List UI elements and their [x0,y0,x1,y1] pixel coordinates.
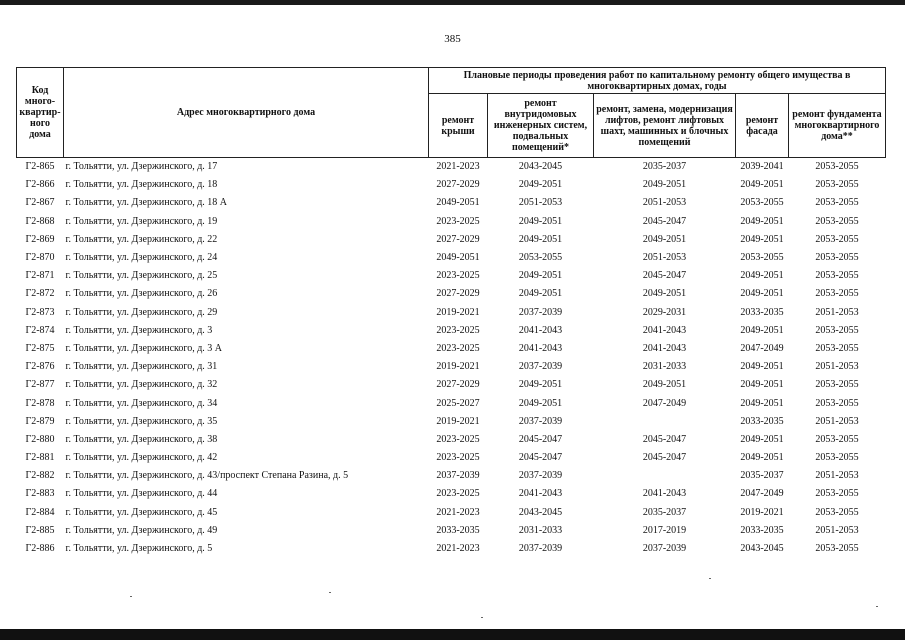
table-row [17,540,886,558]
table-row [17,249,886,267]
cell-facade-period: 2033-2035 [740,415,784,427]
cell-address: г. Тольятти, ул. Дзержинского, д. 3 [65,324,213,336]
table-row [17,158,886,177]
cell-facade-period: 2047-2049 [740,342,784,354]
scan-bottom-border [0,629,905,640]
cell-roof-period: 2033-2035 [436,524,480,536]
cell-roof-period: 2027-2029 [436,233,480,245]
cell-facade-period: 2043-2045 [740,543,784,555]
table-row [17,376,886,394]
cell-foundation-period: 2053-2055 [815,506,859,518]
cell-address: г. Тольятти, ул. Дзержинского, д. 3 А [65,342,223,354]
cell-address: г. Тольятти, ул. Дзержинского, д. 34 [65,397,218,409]
cell-lifts-period: 2049-2051 [642,379,687,391]
cell-facade-period: 2033-2035 [740,524,784,536]
cell-facade-period: 2049-2051 [740,452,784,464]
cell-building-code: Г2-879 [25,415,55,427]
table-body [17,158,886,559]
cell-building-code: Г2-877 [25,379,55,391]
cell-internal-systems-period: 2049-2051 [518,270,563,282]
cell-lifts-period: 2045-2047 [642,270,687,282]
cell-lifts-period: 2041-2043 [642,488,687,500]
cell-lifts-period: 2035-2037 [594,158,736,177]
cell-facade-period: 2019-2021 [740,506,784,518]
scan-speck [709,578,711,579]
cell-roof-period: 2021-2023 [436,506,480,518]
cell-address: г. Тольятти, ул. Дзержинского, д. 26 [65,288,218,300]
table-row [17,394,886,412]
cell-lifts-period: 2017-2019 [642,524,687,536]
cell-foundation-period: 2051-2053 [815,415,859,427]
cell-facade-period: 2049-2051 [740,324,784,336]
cell-lifts-period [594,467,736,485]
cell-roof-period: 2037-2039 [436,470,480,482]
cell-address: г. Тольятти, ул. Дзержинского, д. 42 [65,452,218,464]
cell-address: г. Тольятти, ул. Дзержинского, д. 25 [65,270,218,282]
cell-internal-systems-period: 2037-2039 [518,306,563,318]
cell-roof-period: 2023-2025 [436,270,480,282]
cell-roof-period: 2019-2021 [436,306,480,318]
page-number: 385 [444,33,461,45]
cell-internal-systems-period: 2049-2051 [518,179,563,191]
table-row [17,413,886,431]
cell-foundation-period: 2053-2055 [815,215,859,227]
cell-lifts-period: 2037-2039 [642,543,687,555]
table-row [17,522,886,540]
cell-address: г. Тольятти, ул. Дзержинского, д. 31 [65,361,218,373]
cell-building-code: Г2-885 [25,524,55,536]
cell-internal-systems-period: 2049-2051 [518,233,563,245]
cell-roof-period: 2021-2023 [436,543,480,555]
cell-building-code: Г2-874 [25,324,55,336]
cell-internal-systems-period: 2037-2039 [518,361,563,373]
cell-building-code: Г2-871 [25,270,55,282]
cell-foundation-period: 2051-2053 [815,470,859,482]
cell-foundation-period: 2053-2055 [815,433,859,445]
cell-foundation-period: 2053-2055 [815,342,859,354]
cell-roof-period: 2019-2021 [436,415,480,427]
cell-facade-period: 2053-2055 [740,252,784,264]
cell-address: г. Тольятти, ул. Дзержинского, д. 22 [65,233,218,245]
cell-building-code: Г2-881 [25,452,55,464]
cell-internal-systems-period: 2041-2043 [518,488,563,500]
scan-speck [329,592,331,593]
cell-facade-period: 2039-2041 [736,158,789,177]
cell-building-code: Г2-869 [25,233,55,245]
header-address: Адрес многоквартирного дома [64,68,429,158]
cell-internal-systems-period: 2053-2055 [518,252,563,264]
cell-lifts-period: 2049-2051 [642,233,687,245]
cell-lifts-period: 2029-2031 [642,306,687,318]
cell-roof-period: 2049-2051 [436,252,480,264]
cell-foundation-period: 2053-2055 [815,397,859,409]
cell-foundation-period: 2053-2055 [815,288,859,300]
cell-facade-period: 2049-2051 [740,215,784,227]
cell-roof-period: 2023-2025 [436,488,480,500]
cell-roof-period: 2023-2025 [436,324,480,336]
cell-address: г. Тольятти, ул. Дзержинского, д. 24 [65,252,218,264]
header-planned-periods: Плановые периоды проведения работ по капитальному ремонту общего имущества в многоквартирных домах, годы [429,68,886,94]
cell-facade-period: 2049-2051 [740,397,784,409]
cell-lifts-period [594,413,736,431]
cell-address: г. Тольятти, ул. Дзержинского, д. 17 [64,158,429,177]
cell-foundation-period: 2051-2053 [815,306,859,318]
cell-internal-systems-period: 2031-2033 [518,524,563,536]
header-building-code: Код много-квартир-ного дома [17,68,64,158]
cell-building-code: Г2-870 [25,252,55,264]
scan-top-border [0,0,905,5]
cell-address: г. Тольятти, ул. Дзержинского, д. 18 [65,179,218,191]
cell-roof-period: 2023-2025 [436,452,480,464]
header-lift-repair: ремонт, замена, модернизация лифтов, ремонт лифтовых шахт, машинных и блочных помещений [594,94,736,158]
cell-foundation-period: 2053-2055 [815,270,859,282]
cell-roof-period: 2027-2029 [436,288,480,300]
table-row [17,431,886,449]
table-row [17,267,886,285]
cell-roof-period: 2021-2023 [429,158,488,177]
cell-building-code: Г2-883 [25,488,55,500]
cell-lifts-period: 2049-2051 [642,288,687,300]
cell-building-code: Г2-866 [25,179,55,191]
cell-foundation-period: 2053-2055 [815,179,859,191]
cell-address: г. Тольятти, ул. Дзержинского, д. 35 [65,415,218,427]
table-row [17,358,886,376]
cell-internal-systems-period: 2049-2051 [518,397,563,409]
cell-internal-systems-period: 2037-2039 [518,543,563,555]
table-header [17,68,886,158]
cell-building-code: Г2-865 [17,158,64,177]
cell-building-code: Г2-886 [25,543,55,555]
cell-roof-period: 2019-2021 [436,361,480,373]
cell-internal-systems-period: 2051-2053 [518,197,563,209]
scan-speck [481,617,483,618]
cell-building-code: Г2-873 [25,306,55,318]
scan-speck [876,606,878,607]
cell-internal-systems-period: 2041-2043 [518,324,563,336]
cell-internal-systems-period: 2043-2045 [488,158,594,177]
cell-foundation-period: 2053-2055 [815,197,859,209]
cell-roof-period: 2023-2025 [436,342,480,354]
cell-internal-systems-period: 2049-2051 [518,288,563,300]
cell-address: г. Тольятти, ул. Дзержинского, д. 45 [65,506,218,518]
cell-lifts-period: 2041-2043 [642,324,687,336]
cell-foundation-period: 2053-2055 [815,233,859,245]
cell-address: г. Тольятти, ул. Дзержинского, д. 44 [65,488,218,500]
cell-lifts-period: 2051-2053 [642,197,687,209]
cell-foundation-period: 2051-2053 [815,524,859,536]
cell-address: г. Тольятти, ул. Дзержинского, д. 29 [65,306,218,318]
cell-facade-period: 2033-2035 [740,306,784,318]
cell-internal-systems-period: 2037-2039 [518,415,563,427]
header-foundation-repair: ремонт фундамента многоквартирного дома** [789,94,886,158]
table-row [17,340,886,358]
cell-building-code: Г2-884 [25,506,55,518]
cell-building-code: Г2-876 [25,361,55,373]
cell-roof-period: 2023-2025 [436,215,480,227]
table-row [17,194,886,212]
cell-internal-systems-period: 2049-2051 [518,379,563,391]
cell-internal-systems-period: 2043-2045 [518,506,563,518]
cell-facade-period: 2049-2051 [740,179,784,191]
cell-lifts-period: 2041-2043 [642,342,687,354]
cell-facade-period: 2049-2051 [740,288,784,300]
cell-facade-period: 2053-2055 [740,197,784,209]
cell-lifts-period: 2045-2047 [642,215,687,227]
cell-address: г. Тольятти, ул. Дзержинского, д. 49 [65,524,218,536]
cell-address: г. Тольятти, ул. Дзержинского, д. 32 [65,379,218,391]
table-row [17,304,886,322]
cell-building-code: Г2-872 [25,288,55,300]
table-row [17,176,886,194]
table-row [17,485,886,503]
cell-lifts-period: 2045-2047 [642,433,687,445]
cell-lifts-period: 2035-2037 [642,506,687,518]
capital-repair-schedule-table [16,67,886,558]
cell-roof-period: 2023-2025 [436,433,480,445]
cell-building-code: Г2-882 [25,470,55,482]
table-row [17,231,886,249]
cell-foundation-period: 2053-2055 [815,324,859,336]
cell-facade-period: 2049-2051 [740,233,784,245]
cell-lifts-period: 2045-2047 [642,452,687,464]
cell-building-code: Г2-868 [25,215,55,227]
cell-facade-period: 2049-2051 [740,361,784,373]
cell-facade-period: 2049-2051 [740,433,784,445]
cell-address: г. Тольятти, ул. Дзержинского, д. 43/проспект Степана Разина, д. 5 [65,470,349,482]
cell-facade-period: 2035-2037 [740,470,784,482]
cell-address: г. Тольятти, ул. Дзержинского, д. 5 [65,543,213,555]
cell-facade-period: 2049-2051 [740,379,784,391]
cell-foundation-period: 2053-2055 [815,252,859,264]
cell-foundation-period: 2053-2055 [815,543,859,555]
cell-building-code: Г2-867 [25,197,55,209]
header-facade-repair: ремонт фасада [736,94,789,158]
cell-foundation-period: 2053-2055 [815,488,859,500]
cell-roof-period: 2027-2029 [436,179,480,191]
cell-building-code: Г2-875 [25,342,55,354]
table-row [17,449,886,467]
cell-facade-period: 2047-2049 [740,488,784,500]
table-row [17,467,886,485]
header-internal-systems-repair: ремонт внутридомовых инженерных систем, подвальных помещений* [488,94,594,158]
cell-address: г. Тольятти, ул. Дзержинского, д. 38 [65,433,218,445]
cell-foundation-period: 2053-2055 [815,452,859,464]
cell-roof-period: 2049-2051 [436,197,480,209]
cell-internal-systems-period: 2041-2043 [518,342,563,354]
cell-roof-period: 2025-2027 [436,397,480,409]
cell-lifts-period: 2031-2033 [642,361,687,373]
cell-lifts-period: 2047-2049 [642,397,687,409]
cell-roof-period: 2027-2029 [436,379,480,391]
cell-address: г. Тольятти, ул. Дзержинского, д. 19 [65,215,218,227]
cell-building-code: Г2-880 [25,433,55,445]
cell-lifts-period: 2051-2053 [642,252,687,264]
cell-foundation-period: 2053-2055 [815,379,859,391]
cell-building-code: Г2-878 [25,397,55,409]
table-row [17,285,886,303]
cell-address: г. Тольятти, ул. Дзержинского, д. 18 А [65,197,228,209]
cell-facade-period: 2049-2051 [740,270,784,282]
scan-speck [130,596,132,597]
cell-lifts-period: 2049-2051 [642,179,687,191]
cell-foundation-period: 2051-2053 [815,361,859,373]
cell-internal-systems-period: 2045-2047 [518,433,563,445]
header-roof-repair: ремонт крыши [429,94,488,158]
table-row [17,504,886,522]
cell-internal-systems-period: 2045-2047 [518,452,563,464]
cell-foundation-period: 2053-2055 [789,158,886,177]
table-row [17,322,886,340]
table-row [17,213,886,231]
cell-internal-systems-period: 2049-2051 [518,215,563,227]
cell-internal-systems-period: 2037-2039 [518,470,563,482]
